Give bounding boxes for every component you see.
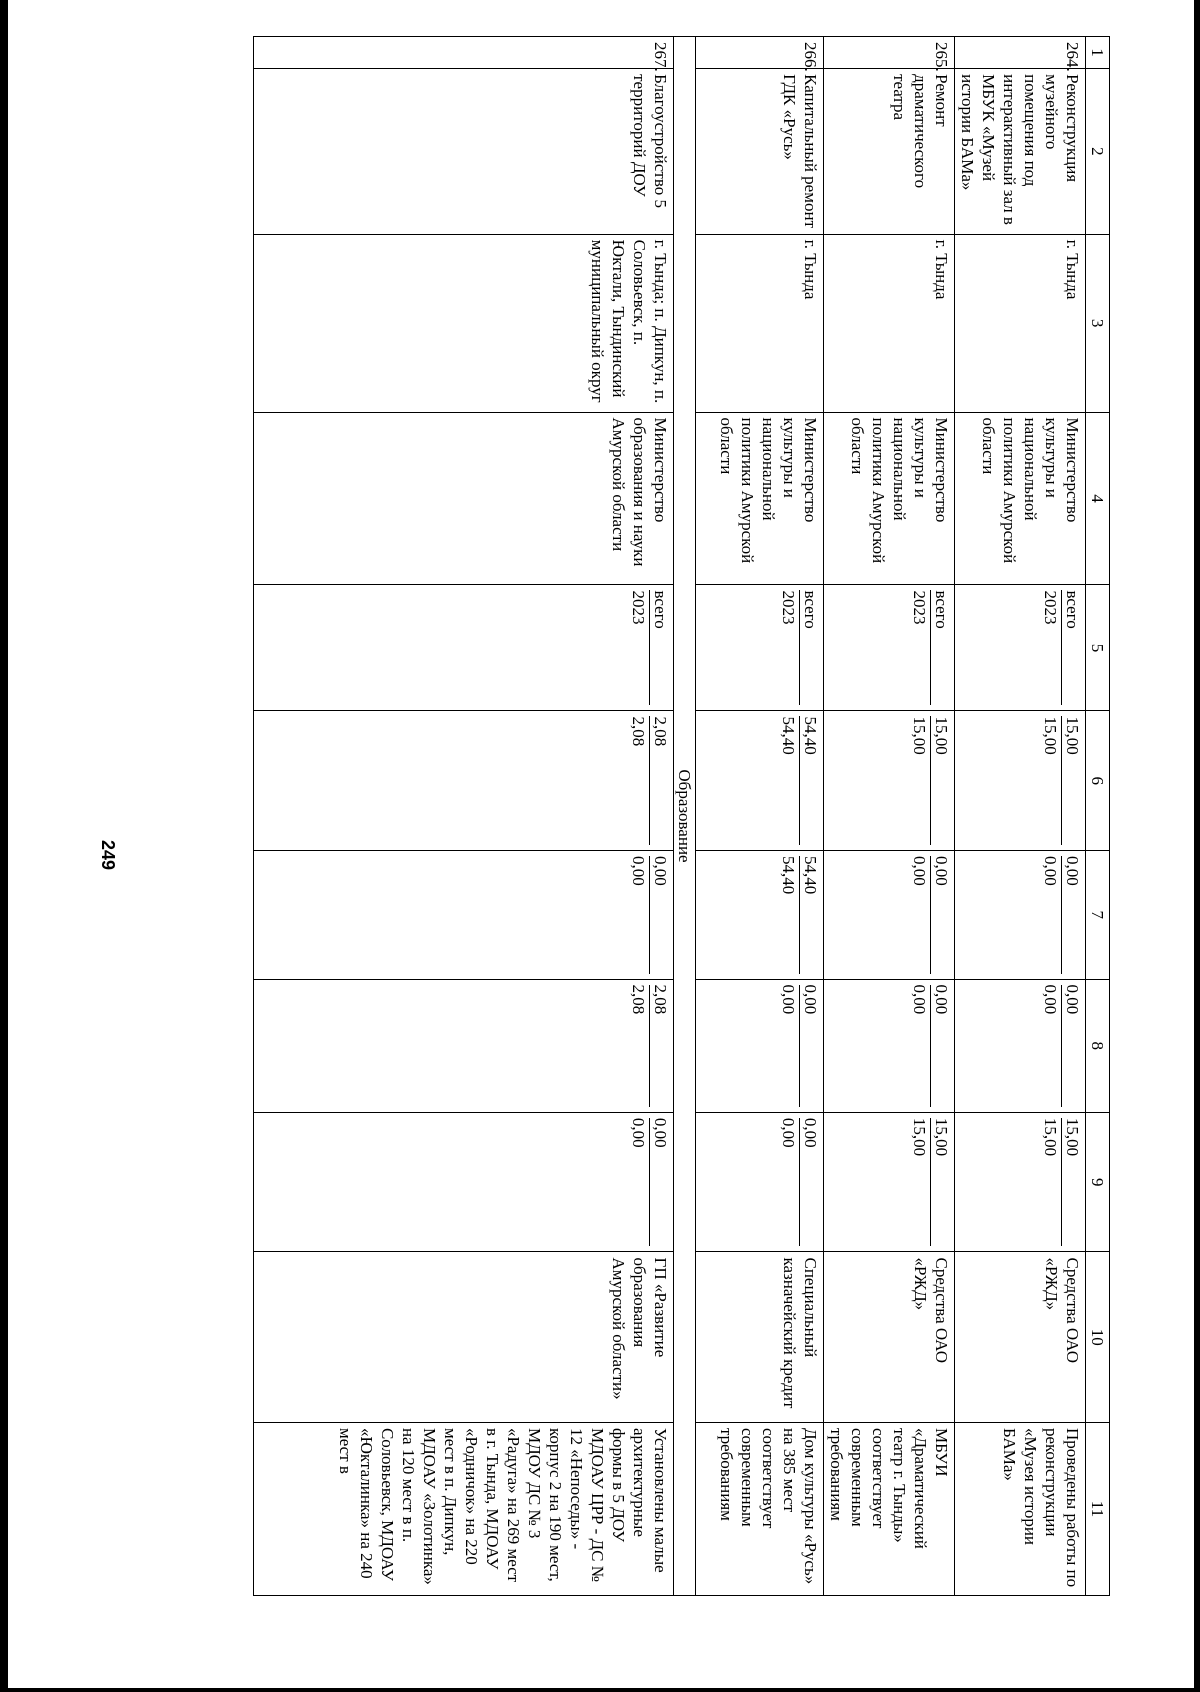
location: г. Тында [696, 234, 824, 412]
responsible-agency: Министерство культуры и национальной политики Амурской области [824, 412, 955, 585]
value-total: 15,00 [1061, 716, 1083, 845]
value-col6 [254, 711, 674, 851]
expected-result: Проведены работы по реконструкции «Музея истории БАМа» [955, 1422, 1086, 1595]
value-total: 54,40 [799, 856, 821, 973]
period-year: 2023 [779, 590, 798, 625]
funding-source: Средства ОАО «РЖД» [955, 1252, 1086, 1422]
object-name: Реконструкция музейного помещения под интерактивный зал в МБУК «Музей истории БАМа» [955, 69, 1086, 235]
value-col6 [696, 711, 824, 851]
header-cell: 6 [1086, 711, 1110, 851]
value-total: 0,00 [649, 1118, 671, 1247]
value-year: 15,00 [1041, 1117, 1060, 1157]
header-cell: 3 [1086, 234, 1110, 412]
table-row [955, 37, 1086, 1596]
header-cell: 8 [1086, 979, 1110, 1112]
funding-source: Специальный казначейский кредит [696, 1252, 824, 1422]
header-row [1086, 37, 1110, 1596]
header-cell: 11 [1086, 1422, 1110, 1595]
object-name: Капитальный ремонт ГДК «Русь» [696, 69, 824, 235]
row-number: 265. [824, 37, 955, 69]
table-row [254, 37, 674, 1596]
value-col9 [955, 1112, 1086, 1252]
row-number: 264. [955, 37, 1086, 69]
responsible-agency: Министерство культуры и национальной политики Амурской области [696, 412, 824, 585]
object-name: Благоустройство 5 территорий ДОУ [254, 69, 674, 235]
header-cell: 9 [1086, 1112, 1110, 1252]
header-cell: 7 [1086, 851, 1110, 979]
value-total: 0,00 [799, 1118, 821, 1247]
period-total: всего [930, 590, 952, 705]
period-year: 2023 [1041, 590, 1060, 625]
value-col8 [254, 979, 674, 1112]
value-total: 0,00 [649, 856, 671, 973]
location: г. Тында [955, 234, 1086, 412]
document-page [8, 0, 1194, 1688]
expected-result: Дом культуры «Русь» на 385 мест соответствует современным требованиям [696, 1422, 824, 1595]
rotated-table-container [134, 36, 1110, 1596]
value-total: 15,00 [930, 1118, 952, 1247]
section-title-education: Образование [674, 37, 696, 1596]
value-col9 [824, 1112, 955, 1252]
value-year: 54,40 [779, 856, 798, 895]
value-year: 0,00 [629, 856, 648, 886]
value-year: 15,00 [910, 1117, 929, 1157]
value-col6 [824, 711, 955, 851]
period-total: всего [799, 590, 821, 705]
header-cell: 2 [1086, 69, 1110, 235]
value-year: 0,00 [910, 856, 929, 886]
value-total: 2,08 [649, 716, 671, 845]
value-year: 0,00 [629, 1117, 648, 1148]
value-total: 0,00 [799, 985, 821, 1107]
value-year: 0,00 [779, 984, 798, 1015]
value-col8 [696, 979, 824, 1112]
value-total: 54,40 [799, 716, 821, 845]
period-year: 2023 [910, 590, 929, 625]
period-cell [254, 585, 674, 711]
value-col9 [696, 1112, 824, 1252]
header-cell: 4 [1086, 412, 1110, 585]
value-col7 [955, 851, 1086, 979]
value-year: 15,00 [910, 716, 929, 755]
table-row [824, 37, 955, 1596]
row-number: 267. [254, 37, 674, 69]
value-year: 0,00 [910, 984, 929, 1015]
value-col8 [824, 979, 955, 1112]
funding-source: Средства ОАО «РЖД» [824, 1252, 955, 1422]
value-total: 0,00 [1061, 856, 1083, 973]
value-col6 [955, 711, 1086, 851]
location: г. Тында; п. Дипкун, п. Соловьевск, п. Юктали, Тындинский муниципальный округ [254, 234, 674, 412]
funding-source: ГП «Развитие образования Амурской области» [254, 1252, 674, 1422]
data-table [253, 36, 1110, 1596]
value-total: 15,00 [1061, 1118, 1083, 1247]
header-cell: 1 [1086, 37, 1110, 69]
header-cell: 5 [1086, 585, 1110, 711]
expected-result: Установлены малые архитектурные формы в 5 ДОУ МДОАУ ЦРР - ДС № 12 «Непоседы» - корпус 2 на 190 мест, МДОУ ДС № 3 «Радуга» на 269 мест в г. Тында, МДОАУ «Родничок» на 220 мест в п. Дипкун, МДОАУ «Золотинка» на 120 мест в п. Соловьевск, МДОАУ «Юкталинка» на 240 мест в [254, 1422, 674, 1595]
section-row [674, 37, 696, 1596]
value-year: 2,08 [629, 716, 648, 747]
period-cell [824, 585, 955, 711]
value-col7 [824, 851, 955, 979]
header-cell: 10 [1086, 1252, 1110, 1422]
value-year: 0,00 [1041, 984, 1060, 1015]
responsible-agency: Министерство культуры и национальной политики Амурской области [955, 412, 1086, 585]
table-row [696, 37, 824, 1596]
period-total: всего [1061, 590, 1083, 705]
value-total: 15,00 [930, 716, 952, 845]
value-year: 2,08 [629, 984, 648, 1015]
value-total: 0,00 [1061, 985, 1083, 1107]
object-name: Ремонт драматического театра [824, 69, 955, 235]
value-year: 15,00 [1041, 716, 1060, 755]
value-col8 [955, 979, 1086, 1112]
period-total: всего [649, 590, 671, 705]
row-number: 266. [696, 37, 824, 69]
value-year: 54,40 [779, 716, 798, 755]
value-total: 0,00 [930, 985, 952, 1107]
value-col9 [254, 1112, 674, 1252]
value-total: 0,00 [930, 856, 952, 973]
responsible-agency: Министерство образования и науки Амурской области [254, 412, 674, 585]
value-total: 2,08 [649, 985, 671, 1107]
value-col7 [254, 851, 674, 979]
period-cell [696, 585, 824, 711]
period-cell [955, 585, 1086, 711]
page-number: 249 [98, 839, 118, 871]
period-year: 2023 [629, 590, 648, 625]
location: г. Тында [824, 234, 955, 412]
expected-result: МБУИ «Драматический театр г. Тынды» соответствует современным требованиям [824, 1422, 955, 1595]
value-year: 0,00 [779, 1117, 798, 1148]
value-col7 [696, 851, 824, 979]
value-year: 0,00 [1041, 856, 1060, 886]
